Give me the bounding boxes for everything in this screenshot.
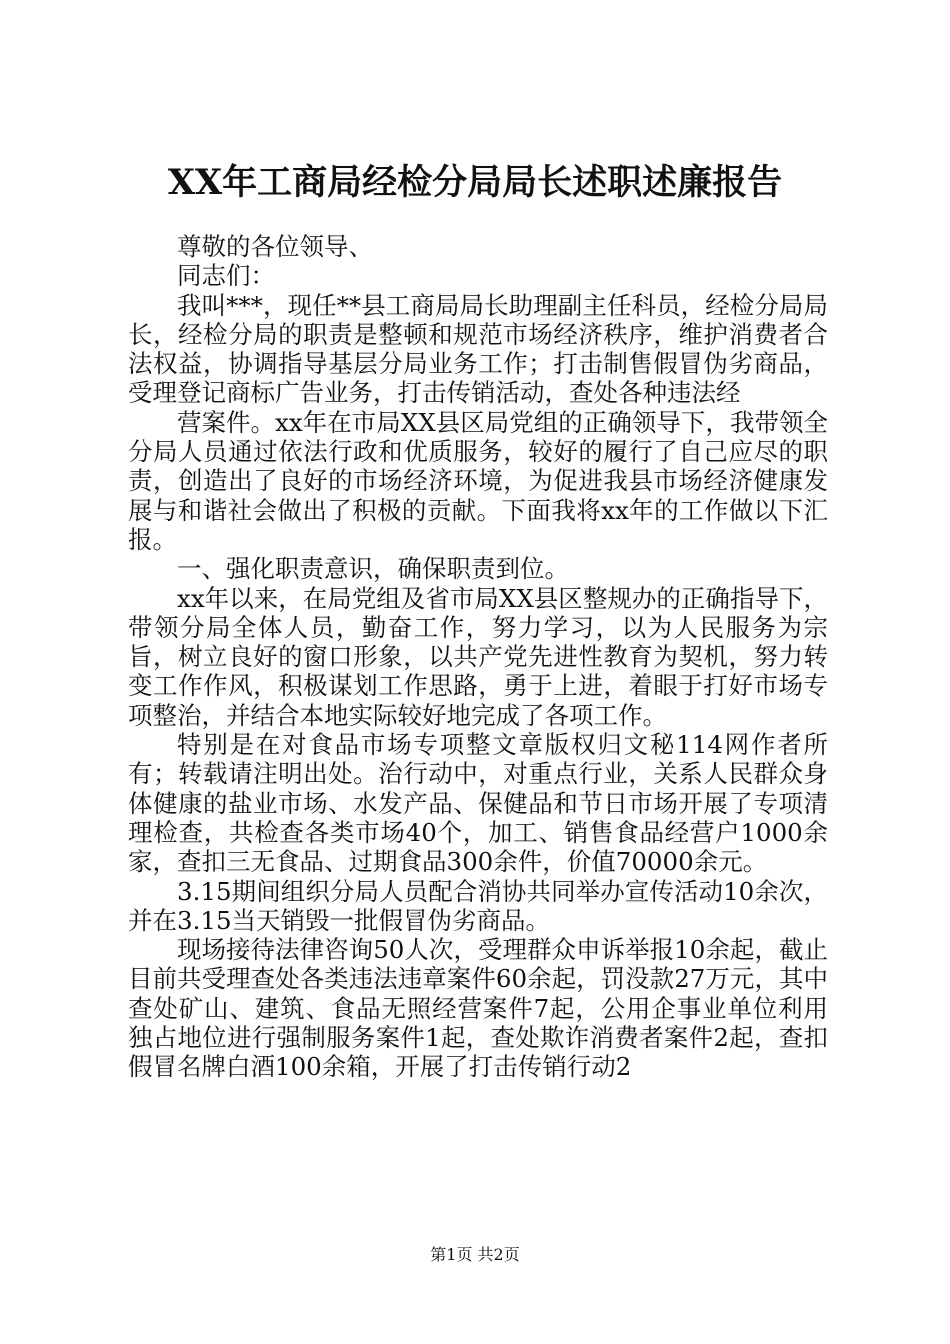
salutation-line-1: 尊敬的各位领导、	[177, 232, 373, 261]
section-heading-1: 一、强化职责意识，确保职责到位。	[177, 554, 569, 584]
paragraph-food-market: 特别是在对食品市场专项整文章版权归文秘114网作者所有；转载请注明出处。治行动中，对重点行业，关系人民群众身体健康的盐业市场、水发产品、保健品和节日市场开展了专项清理检查，共检查各类市场40个，加工、销售食品经营户1000余家，查扣三无食品、过期食品300余件，价值70000余元。	[128, 730, 828, 877]
page-footer: 第1页 共2页	[430, 1245, 520, 1264]
document-body	[128, 232, 828, 1082]
paragraph-315: 3.15期间组织分局人员配合消协共同举办宣传活动10余次，并在3.15当天销毁一批假冒伪劣商品。	[128, 876, 828, 935]
salutation-line-2: 同志们：	[177, 261, 275, 291]
document-title: XX年工商局经检分局局长述职述廉报告	[167, 162, 783, 203]
paragraph-cases: 现场接待法律咨询50人次，受理群众申诉举报10余起，截止目前共受理查处各类违法违章案件60余起，罚没款27万元，其中查处矿山、建筑、食品无照经营案件7起，公用企事业单位利用独占地位进行强制服务案件1起，查处欺诈消费者案件2起，查扣假冒名牌白酒100余箱，开展了打击传销行动2	[128, 935, 828, 1082]
paragraph-work: xx年以来，在局党组及省市局XX县区整规办的正确指导下，带领分局全体人员，勤奋工作，努力学习，以为人民服务为宗旨，树立良好的窗口形象，以共产党先进性教育为契机，努力转变工作作风，积极谋划工作思路，勇于上进，着眼于打好市场专项整治，并结合本地实际较好地完成了各项工作。	[128, 583, 828, 730]
paragraph-intro: 我叫***，现任**县工商局局长助理副主任科员，经检分局局长，经检分局的职责是整顿和规范市场经济秩序，维护消费者合法权益，协调指导基层分局业务工作；打击制售假冒伪劣商品，受理登记商标广告业务，打击传销活动，查处各种违法经	[128, 290, 828, 408]
paragraph-overview: 营案件。xx年在市局XX县区局党组的正确领导下，我带领全分局人员通过依法行政和优质服务，较好的履行了自己应尽的职责，创造出了良好的市场经济环境，为促进我县市场经济健康发展与和谐社会做出了积极的贡献。下面我将xx年的工作做以下汇报。	[128, 407, 828, 554]
